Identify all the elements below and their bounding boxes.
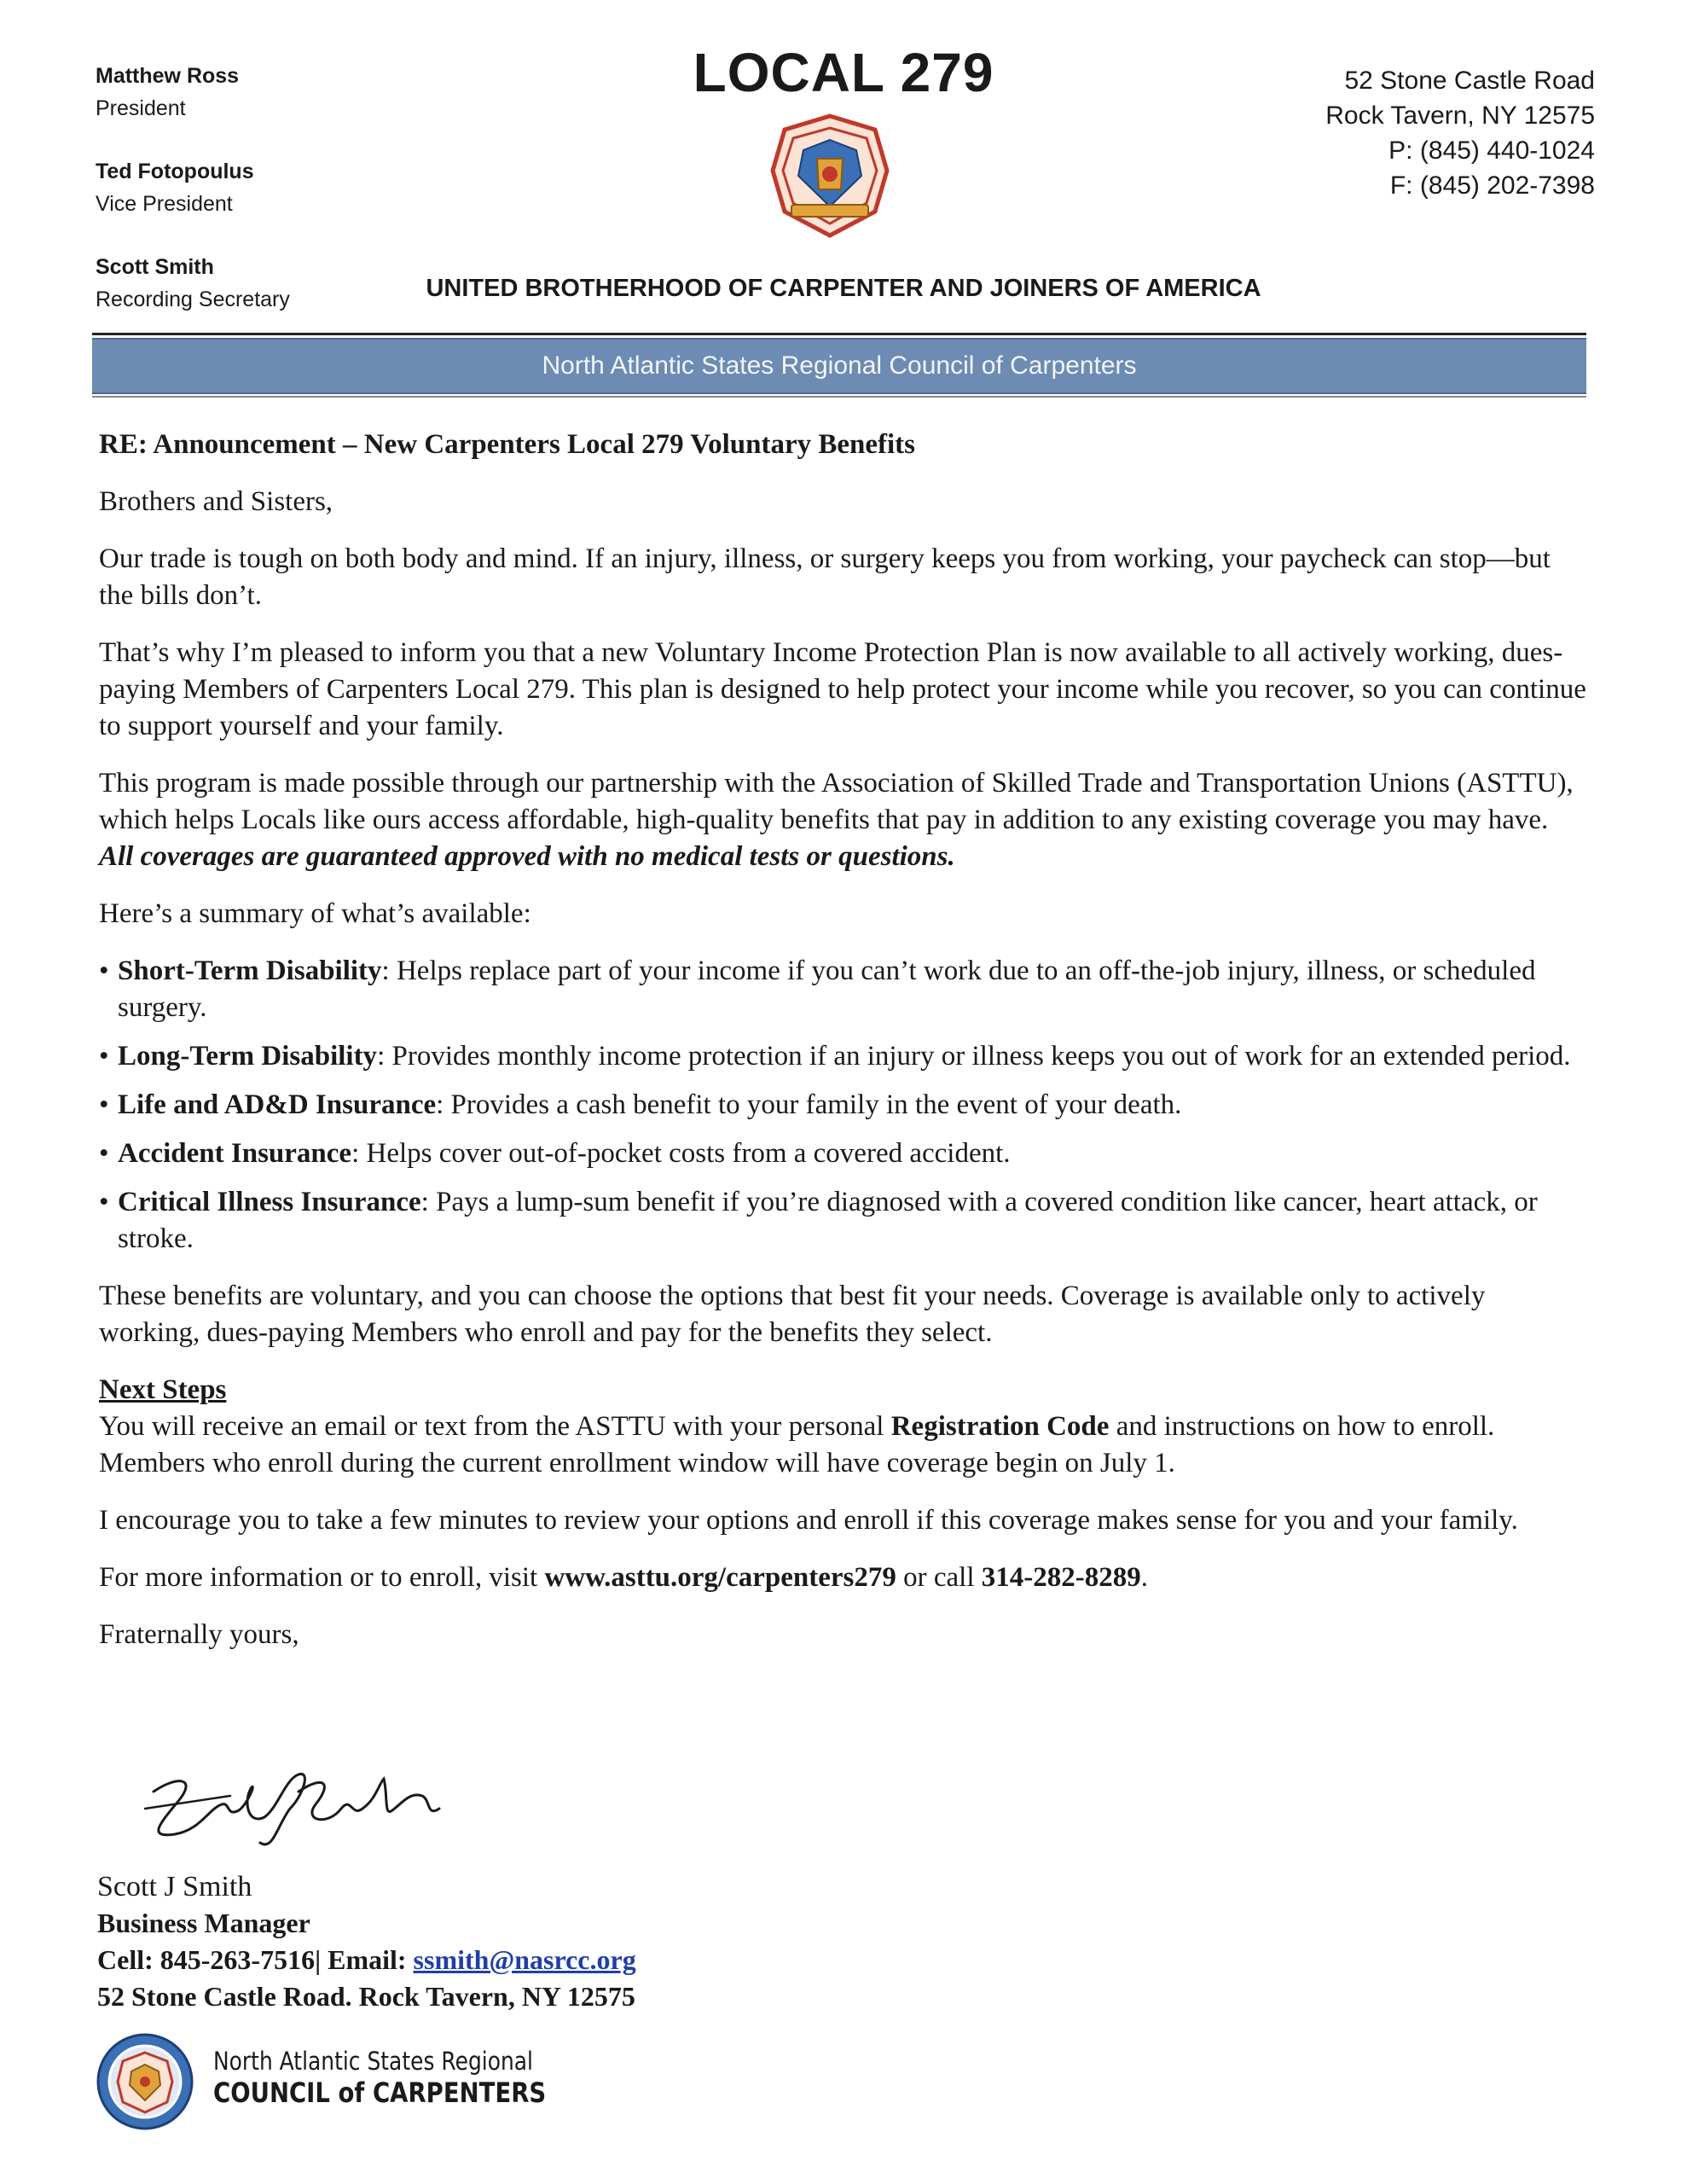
partnership-text: This program is made possible through our partnership with the Association of Skilled Trade and Transportation Unions (ASTTU), which helps Locals like ours access affordable, high-quality benefits that pay in addition to any existing coverage you may have. [99, 768, 1574, 835]
list-item [99, 953, 1588, 1026]
letter-body [99, 427, 1588, 1674]
local-title: LOCAL 279 [693, 42, 994, 103]
benefit-name: Short-Term Disability [118, 956, 382, 986]
benefit-name: Life and AD&D Insurance [118, 1089, 437, 1120]
info-text-end: . [1140, 1562, 1148, 1593]
address-phone: P: (845) 440-1024 [1388, 136, 1595, 165]
paragraph-encourage: I encourage you to take a few minutes to review your options and enroll if this coverage makes sense for you and your family. [99, 1505, 1518, 1536]
header-divider-bottom [92, 396, 1586, 398]
list-item [99, 1136, 1588, 1172]
union-address [1325, 63, 1595, 203]
paragraph-partnership [99, 765, 1588, 875]
signer-cell: Cell: 845-263-7516| Email: [97, 1944, 414, 1975]
officer-role: Vice President [96, 192, 233, 216]
officer-name: Ted Fotopoulus [96, 160, 254, 183]
benefit-desc: : Pays a lump-sum benefit if you’re diagnosed with a covered condition like cancer, heart attack, or stroke. [118, 1187, 1538, 1254]
signer-address: 52 Stone Castle Road. Rock Tavern, NY 12575 [97, 1981, 635, 2012]
officer-name: Matthew Ross [96, 64, 240, 88]
list-item [99, 1038, 1588, 1075]
council-banner: North Atlantic States Regional Council of Carpenters [92, 338, 1586, 394]
union-seal-icon [766, 111, 894, 241]
council-name [213, 2046, 546, 2109]
paragraph-voluntary: These benefits are voluntary, and you can choose the options that best fit your needs. Coverage is available only to actively working, dues-paying Members who enroll and pay for the benefits they select. [99, 1281, 1486, 1348]
council-name-line2: COUNCIL of CARPENTERS [213, 2077, 547, 2109]
list-item [99, 1087, 1588, 1124]
council-seal-icon [96, 2032, 194, 2131]
registration-code-label: Registration Code [890, 1411, 1110, 1442]
benefit-name: Critical Illness Insurance [118, 1187, 421, 1217]
signature-image [128, 1757, 469, 1860]
benefit-desc: : Provides monthly income protection if an injury or illness keeps you out of work for an extended period. [377, 1041, 1571, 1072]
bullet-icon: • [99, 1187, 109, 1217]
closing: Fraternally yours, [99, 1619, 299, 1650]
next-steps-text: You will receive an email or text from the ASTTU with your personal [99, 1411, 891, 1442]
council-name-line1: North Atlantic States Regional [213, 2047, 533, 2076]
signer-email-link[interactable]: ssmith@nasrcc.org [413, 1944, 636, 1975]
summary-intro: Here’s a summary of what’s available: [99, 898, 531, 929]
letter-subject: RE: Announcement – New Carpenters Local 279 Voluntary Benefits [99, 429, 915, 460]
next-steps-heading: Next Steps [99, 1374, 227, 1405]
info-text-call: or call [896, 1562, 982, 1593]
signer-title: Business Manager [97, 1908, 310, 1938]
signer-block [97, 1868, 636, 2015]
benefit-desc: : Helps cover out-of-pocket costs from a covered accident. [351, 1138, 1011, 1169]
address-city: Rock Tavern, NY 12575 [1325, 102, 1595, 130]
salutation: Brothers and Sisters, [99, 486, 333, 517]
benefit-name: Long-Term Disability [118, 1041, 378, 1072]
address-fax: F: (845) 202-7398 [1389, 171, 1595, 200]
partnership-emphasis: All coverages are guaranteed approved with no medical tests or questions. [99, 841, 955, 872]
paragraph-contact-info [99, 1560, 1588, 1596]
bullet-icon: • [99, 1089, 109, 1120]
benefit-name: Accident Insurance [118, 1138, 352, 1169]
bullet-icon: • [99, 1041, 109, 1072]
address-street: 52 Stone Castle Road [1344, 67, 1595, 95]
benefit-desc: : Helps replace part of your income if you can’t work due to an off-the-job injury, illness, or scheduled surgery. [118, 956, 1536, 1023]
paragraph-plan: That’s why I’m pleased to inform you that a new Voluntary Income Protection Plan is now available to all actively working, dues-paying Members of Carpenters Local 279. This plan is designed to help protect your income while you recover, so you can continue to support yourself and your family. [99, 637, 1586, 741]
signer-contact [97, 1942, 636, 1978]
officer-role: Recording Secretary [96, 288, 290, 311]
bullet-icon: • [99, 956, 109, 986]
enroll-phone: 314-282-8289 [981, 1562, 1141, 1593]
signer-name: Scott J Smith [97, 1871, 252, 1902]
bullet-icon: • [99, 1138, 109, 1169]
officer-role: President [96, 96, 186, 120]
next-steps-section [99, 1372, 1588, 1482]
info-text: For more information or to enroll, visit [99, 1562, 545, 1593]
enroll-url[interactable]: www.asttu.org/carpenters279 [544, 1562, 896, 1593]
list-item [99, 1184, 1588, 1258]
paragraph-intro: Our trade is tough on both body and mind. If an injury, illness, or surgery keeps you from working, your paycheck can stop—but the bills don’t. [99, 543, 1551, 611]
brotherhood-title: UNITED BROTHERHOOD OF CARPENTER AND JOINERS OF AMERICA [426, 275, 1261, 302]
officer-name: Scott Smith [96, 255, 214, 279]
header-divider [92, 333, 1586, 335]
benefit-desc: : Provides a cash benefit to your family in the event of your death. [436, 1089, 1182, 1120]
benefits-list [99, 953, 1588, 1258]
next-steps-text-end: and instructions on how to enroll. Members who enroll during the current enrollment window will have coverage begin on July 1. [99, 1411, 1495, 1478]
officer-vice-president [96, 155, 290, 220]
